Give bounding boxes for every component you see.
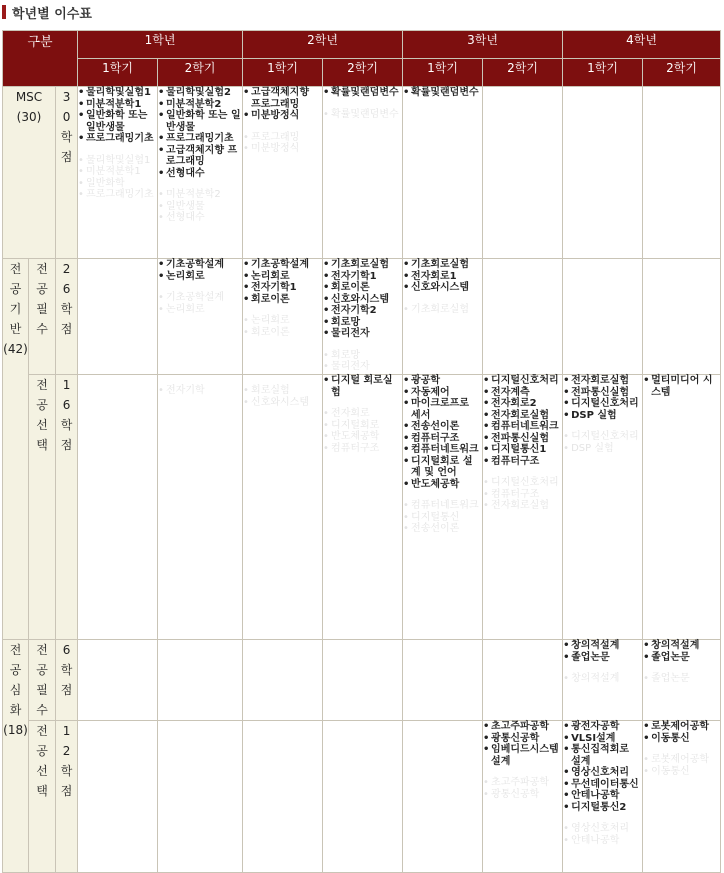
course-item-faint: • 프로그래밍기초 bbox=[78, 189, 157, 201]
course-item: • 물리전자 bbox=[323, 328, 402, 340]
course-cell bbox=[643, 375, 721, 640]
course-item-faint: • 회로망 bbox=[323, 350, 402, 362]
course-cell bbox=[243, 87, 323, 259]
course-cell bbox=[323, 640, 403, 721]
section-title bbox=[0, 0, 92, 24]
course-item: • 전자회로2 bbox=[483, 398, 562, 410]
course-cell bbox=[78, 87, 158, 259]
course-item-faint: • 회로실험 bbox=[243, 385, 322, 397]
course-cell bbox=[563, 721, 643, 873]
course-item: • 무선데이터통신 bbox=[563, 779, 642, 791]
course-item: • 로봇제어공학 bbox=[643, 721, 720, 733]
course-item: • 미분적분학1 bbox=[78, 99, 157, 111]
course-cell bbox=[243, 259, 323, 375]
course-list bbox=[403, 259, 482, 315]
course-cell bbox=[158, 259, 243, 375]
course-item: • 통신집적회로 설계 bbox=[563, 744, 642, 767]
course-item-faint: • 확률및랜덤변수 bbox=[323, 109, 402, 121]
course-item: • 자동제어 bbox=[403, 387, 482, 399]
course-item: • 마이크로프로 세서 bbox=[403, 398, 482, 421]
msc-label: MSC bbox=[15, 90, 43, 104]
header-semester: 2학기 bbox=[643, 59, 721, 87]
credits-text: 1 2 학 점 bbox=[60, 724, 73, 798]
course-list bbox=[78, 87, 157, 201]
course-list bbox=[563, 375, 642, 454]
course-cell bbox=[403, 375, 483, 640]
course-list bbox=[158, 87, 242, 224]
course-item-faint: • 일반생물 bbox=[158, 201, 242, 213]
course-cell bbox=[563, 87, 643, 259]
group-label-text: 전 공 기 반 (42) bbox=[3, 262, 28, 356]
course-item: • 회로이론 bbox=[243, 294, 322, 306]
course-item-faint: • DSP 실험 bbox=[563, 443, 642, 455]
course-item: • 컴퓨터구조 bbox=[483, 456, 562, 468]
credits-text: 3 0 학 점 bbox=[60, 90, 73, 164]
credits-text: 1 6 학 점 bbox=[60, 378, 73, 452]
course-item-faint: • 안테나공학 bbox=[563, 835, 642, 847]
page-title: 학년별 이수표 bbox=[12, 6, 92, 22]
course-item-faint: • 이동통신 bbox=[643, 766, 720, 778]
course-item: • 졸업논문 bbox=[563, 652, 642, 664]
course-item: • 디지털통신1 bbox=[483, 444, 562, 456]
course-item-faint: • 프로그래밍 bbox=[243, 132, 322, 144]
course-item: • 신호와시스템 bbox=[403, 282, 482, 294]
course-item: • 광전자공학 bbox=[563, 721, 642, 733]
course-item: • 기초회로실험 bbox=[323, 259, 402, 271]
course-item: • 컴퓨터네트워크 bbox=[403, 444, 482, 456]
type-label-text: 전 공 필 수 bbox=[36, 643, 48, 717]
course-list bbox=[323, 259, 402, 373]
course-item: • 창의적설계 bbox=[643, 640, 720, 652]
course-item-faint: • 컴퓨터구조 bbox=[483, 489, 562, 501]
course-item: • 물리학및실험1 bbox=[78, 87, 157, 99]
course-item-faint: • 기초공학설계 bbox=[158, 292, 242, 304]
course-item: • 미분적분학2 bbox=[158, 99, 242, 111]
course-item: • 임베디드시스템 설계 bbox=[483, 744, 562, 767]
course-item: • 전자기학2 bbox=[323, 305, 402, 317]
credits-text: 2 6 학 점 bbox=[60, 262, 73, 336]
course-item-faint: • 논리회로 bbox=[158, 304, 242, 316]
course-item: • 전자회로실험 bbox=[483, 410, 562, 422]
header-semester: 1학기 bbox=[243, 59, 323, 87]
title-marker bbox=[2, 5, 6, 19]
header-category: 구분 bbox=[3, 31, 78, 87]
mb-elective-credits bbox=[56, 375, 78, 640]
course-cell bbox=[243, 721, 323, 873]
course-item: • 프로그래밍기초 bbox=[78, 133, 157, 145]
course-item: • 반도체공학 bbox=[403, 479, 482, 491]
course-item-faint: • 미분방정식 bbox=[243, 143, 322, 155]
course-list bbox=[643, 375, 720, 398]
course-item: • 광공학 bbox=[403, 375, 482, 387]
course-item-faint: • 초고주파공학 bbox=[483, 777, 562, 789]
course-item: • 전자계측 bbox=[483, 387, 562, 399]
course-item: • 논리회로 bbox=[158, 271, 242, 283]
course-cell bbox=[643, 640, 721, 721]
course-list bbox=[323, 87, 402, 120]
course-list bbox=[158, 259, 242, 315]
row-label-msc bbox=[3, 87, 56, 259]
curriculum-table bbox=[2, 30, 721, 873]
course-item: • 전자회로실험 bbox=[563, 375, 642, 387]
course-item-faint: • 반도체공학 bbox=[323, 431, 402, 443]
course-item: • 회로이론 bbox=[323, 282, 402, 294]
course-cell bbox=[643, 259, 721, 375]
course-cell bbox=[643, 721, 721, 873]
course-item: • 고급객체지향 프로그래밍 bbox=[243, 87, 322, 110]
course-item: • 프로그래밍기초 bbox=[158, 133, 242, 145]
course-cell bbox=[78, 721, 158, 873]
course-cell bbox=[78, 375, 158, 640]
course-item: • 광통신공학 bbox=[483, 733, 562, 745]
course-item: • 전자기학1 bbox=[323, 271, 402, 283]
course-item: • 디지털신호처리 bbox=[483, 375, 562, 387]
course-list bbox=[323, 375, 402, 454]
course-cell bbox=[403, 87, 483, 259]
course-item-faint: • 선형대수 bbox=[158, 212, 242, 224]
course-item-faint: • 디지털통신 bbox=[403, 512, 482, 524]
course-list bbox=[403, 375, 482, 535]
msc-credits bbox=[56, 87, 78, 259]
course-item: • 디지털신호처리 bbox=[563, 398, 642, 410]
course-item-faint: • 물리전자 bbox=[323, 361, 402, 373]
course-item: • 고급객체지향 프로그래밍 bbox=[158, 145, 242, 168]
course-cell bbox=[483, 721, 563, 873]
header-year-1: 1학년 bbox=[78, 31, 243, 59]
course-item-faint: • 디지털회로 bbox=[323, 420, 402, 432]
course-item-faint: • 신호와시스템 bbox=[243, 397, 322, 409]
course-item: • 전자기학1 bbox=[243, 282, 322, 294]
course-item: • 회로망 bbox=[323, 317, 402, 329]
course-item-faint: • 창의적설계 bbox=[563, 673, 642, 685]
course-item: • 전자회로1 bbox=[403, 271, 482, 283]
mb-required-credits bbox=[56, 259, 78, 375]
course-item: • 미분방정식 bbox=[243, 110, 322, 122]
md-required-credits bbox=[56, 640, 78, 721]
course-item: • 졸업논문 bbox=[643, 652, 720, 664]
course-item-faint: • 회로이론 bbox=[243, 327, 322, 339]
course-item: • VLSI설계 bbox=[563, 733, 642, 745]
course-item: • 초고주파공학 bbox=[483, 721, 562, 733]
course-cell bbox=[483, 87, 563, 259]
course-item: • 물리학및실험2 bbox=[158, 87, 242, 99]
course-item: • 전파통신실험 bbox=[563, 387, 642, 399]
course-item: • 컴퓨터네트워크 bbox=[483, 421, 562, 433]
course-item-faint: • 로봇제어공학 bbox=[643, 754, 720, 766]
header-semester: 1학기 bbox=[78, 59, 158, 87]
course-cell bbox=[243, 375, 323, 640]
course-cell bbox=[483, 640, 563, 721]
course-list bbox=[243, 375, 322, 408]
course-item-faint: • 논리회로 bbox=[243, 315, 322, 327]
course-item-faint: • 전자기학 bbox=[158, 385, 242, 397]
course-item: • 기초공학설계 bbox=[158, 259, 242, 271]
course-cell bbox=[78, 640, 158, 721]
course-item: • 논리회로 bbox=[243, 271, 322, 283]
course-item: • 디지털 회로실험 bbox=[323, 375, 402, 398]
course-cell bbox=[403, 259, 483, 375]
course-item: • 확률및랜덤변수 bbox=[323, 87, 402, 99]
course-item: • 디지털통신2 bbox=[563, 802, 642, 814]
course-item: • 확률및랜덤변수 bbox=[403, 87, 482, 99]
course-cell bbox=[158, 375, 243, 640]
course-cell bbox=[483, 375, 563, 640]
type-label-text: 전 공 선 택 bbox=[36, 378, 48, 452]
major-deep-label bbox=[3, 640, 29, 873]
course-cell bbox=[323, 259, 403, 375]
course-item: • 전파통신실험 bbox=[483, 433, 562, 445]
course-cell bbox=[323, 87, 403, 259]
group-label-text: 전 공 심 화 (18) bbox=[3, 643, 28, 737]
header-semester: 2학기 bbox=[483, 59, 563, 87]
course-cell bbox=[323, 375, 403, 640]
course-item-faint: • 졸업논문 bbox=[643, 673, 720, 685]
course-item: • 신호와시스템 bbox=[323, 294, 402, 306]
course-list bbox=[563, 640, 642, 685]
msc-total: (30) bbox=[16, 110, 42, 124]
md-required-label bbox=[29, 640, 56, 721]
course-item-faint: • 미분적분학2 bbox=[158, 189, 242, 201]
header-semester: 2학기 bbox=[158, 59, 243, 87]
course-list bbox=[643, 640, 720, 685]
course-cell bbox=[563, 259, 643, 375]
course-item-faint: • 컴퓨터네트워크 bbox=[403, 500, 482, 512]
course-item: • 선형대수 bbox=[158, 168, 242, 180]
course-item-faint: • 전송선이론 bbox=[403, 523, 482, 535]
header-semester: 1학기 bbox=[563, 59, 643, 87]
course-cell bbox=[403, 721, 483, 873]
course-item: • 일반화학 또는 일반생물 bbox=[158, 110, 242, 133]
md-elective-credits bbox=[56, 721, 78, 873]
course-list bbox=[563, 721, 642, 846]
course-item-faint: • 물리학및실험1 bbox=[78, 155, 157, 167]
course-item: • 기초회로실험 bbox=[403, 259, 482, 271]
course-cell bbox=[483, 259, 563, 375]
course-item-faint: • 전자회로 bbox=[323, 408, 402, 420]
course-item-faint: • 광통신공학 bbox=[483, 789, 562, 801]
header-year-4: 4학년 bbox=[563, 31, 721, 59]
course-item: • 창의적설계 bbox=[563, 640, 642, 652]
course-item: • 일반화학 또는 일반생물 bbox=[78, 110, 157, 133]
course-list bbox=[158, 375, 242, 397]
course-item: • 기초공학설계 bbox=[243, 259, 322, 271]
course-item: • 컴퓨터구조 bbox=[403, 433, 482, 445]
header-year-2: 2학년 bbox=[243, 31, 403, 59]
header-semester: 2학기 bbox=[323, 59, 403, 87]
course-item-faint: • 기초회로실험 bbox=[403, 304, 482, 316]
md-elective-label bbox=[29, 721, 56, 873]
course-cell bbox=[78, 259, 158, 375]
course-cell bbox=[243, 640, 323, 721]
course-item: • 안테나공학 bbox=[563, 790, 642, 802]
major-basic-label bbox=[3, 259, 29, 640]
course-cell bbox=[158, 640, 243, 721]
course-item-faint: • 디지털신호처리 bbox=[563, 431, 642, 443]
type-label-text: 전 공 필 수 bbox=[36, 262, 48, 336]
course-item: • 전송선이론 bbox=[403, 421, 482, 433]
course-cell bbox=[643, 87, 721, 259]
course-list bbox=[643, 721, 720, 777]
course-cell bbox=[323, 721, 403, 873]
mb-elective-label bbox=[29, 375, 56, 640]
course-list bbox=[243, 87, 322, 155]
course-item-faint: • 영상신호처리 bbox=[563, 823, 642, 835]
course-item: • 디지털회로 설계 및 언어 bbox=[403, 456, 482, 479]
course-list bbox=[483, 721, 562, 800]
course-item: • DSP 실험 bbox=[563, 410, 642, 422]
course-cell bbox=[158, 87, 243, 259]
course-item-faint: • 일반화학 bbox=[78, 178, 157, 190]
course-item-faint: • 전자회로실험 bbox=[483, 500, 562, 512]
course-item: • 멀티미디어 시스템 bbox=[643, 375, 720, 398]
course-list bbox=[243, 259, 322, 338]
course-cell bbox=[158, 721, 243, 873]
course-item: • 영상신호처리 bbox=[563, 767, 642, 779]
course-item-faint: • 컴퓨터구조 bbox=[323, 443, 402, 455]
type-label-text: 전 공 선 택 bbox=[36, 724, 48, 798]
credits-text: 6 학 점 bbox=[60, 643, 73, 697]
header-year-3: 3학년 bbox=[403, 31, 563, 59]
course-item: • 이동통신 bbox=[643, 733, 720, 745]
course-list bbox=[483, 375, 562, 512]
course-cell bbox=[563, 640, 643, 721]
course-cell bbox=[403, 640, 483, 721]
course-item-faint: • 미분적분학1 bbox=[78, 166, 157, 178]
course-item-faint: • 디지털신호처리 bbox=[483, 477, 562, 489]
header-semester: 1학기 bbox=[403, 59, 483, 87]
mb-required-label bbox=[29, 259, 56, 375]
course-cell bbox=[563, 375, 643, 640]
course-list bbox=[403, 87, 482, 99]
